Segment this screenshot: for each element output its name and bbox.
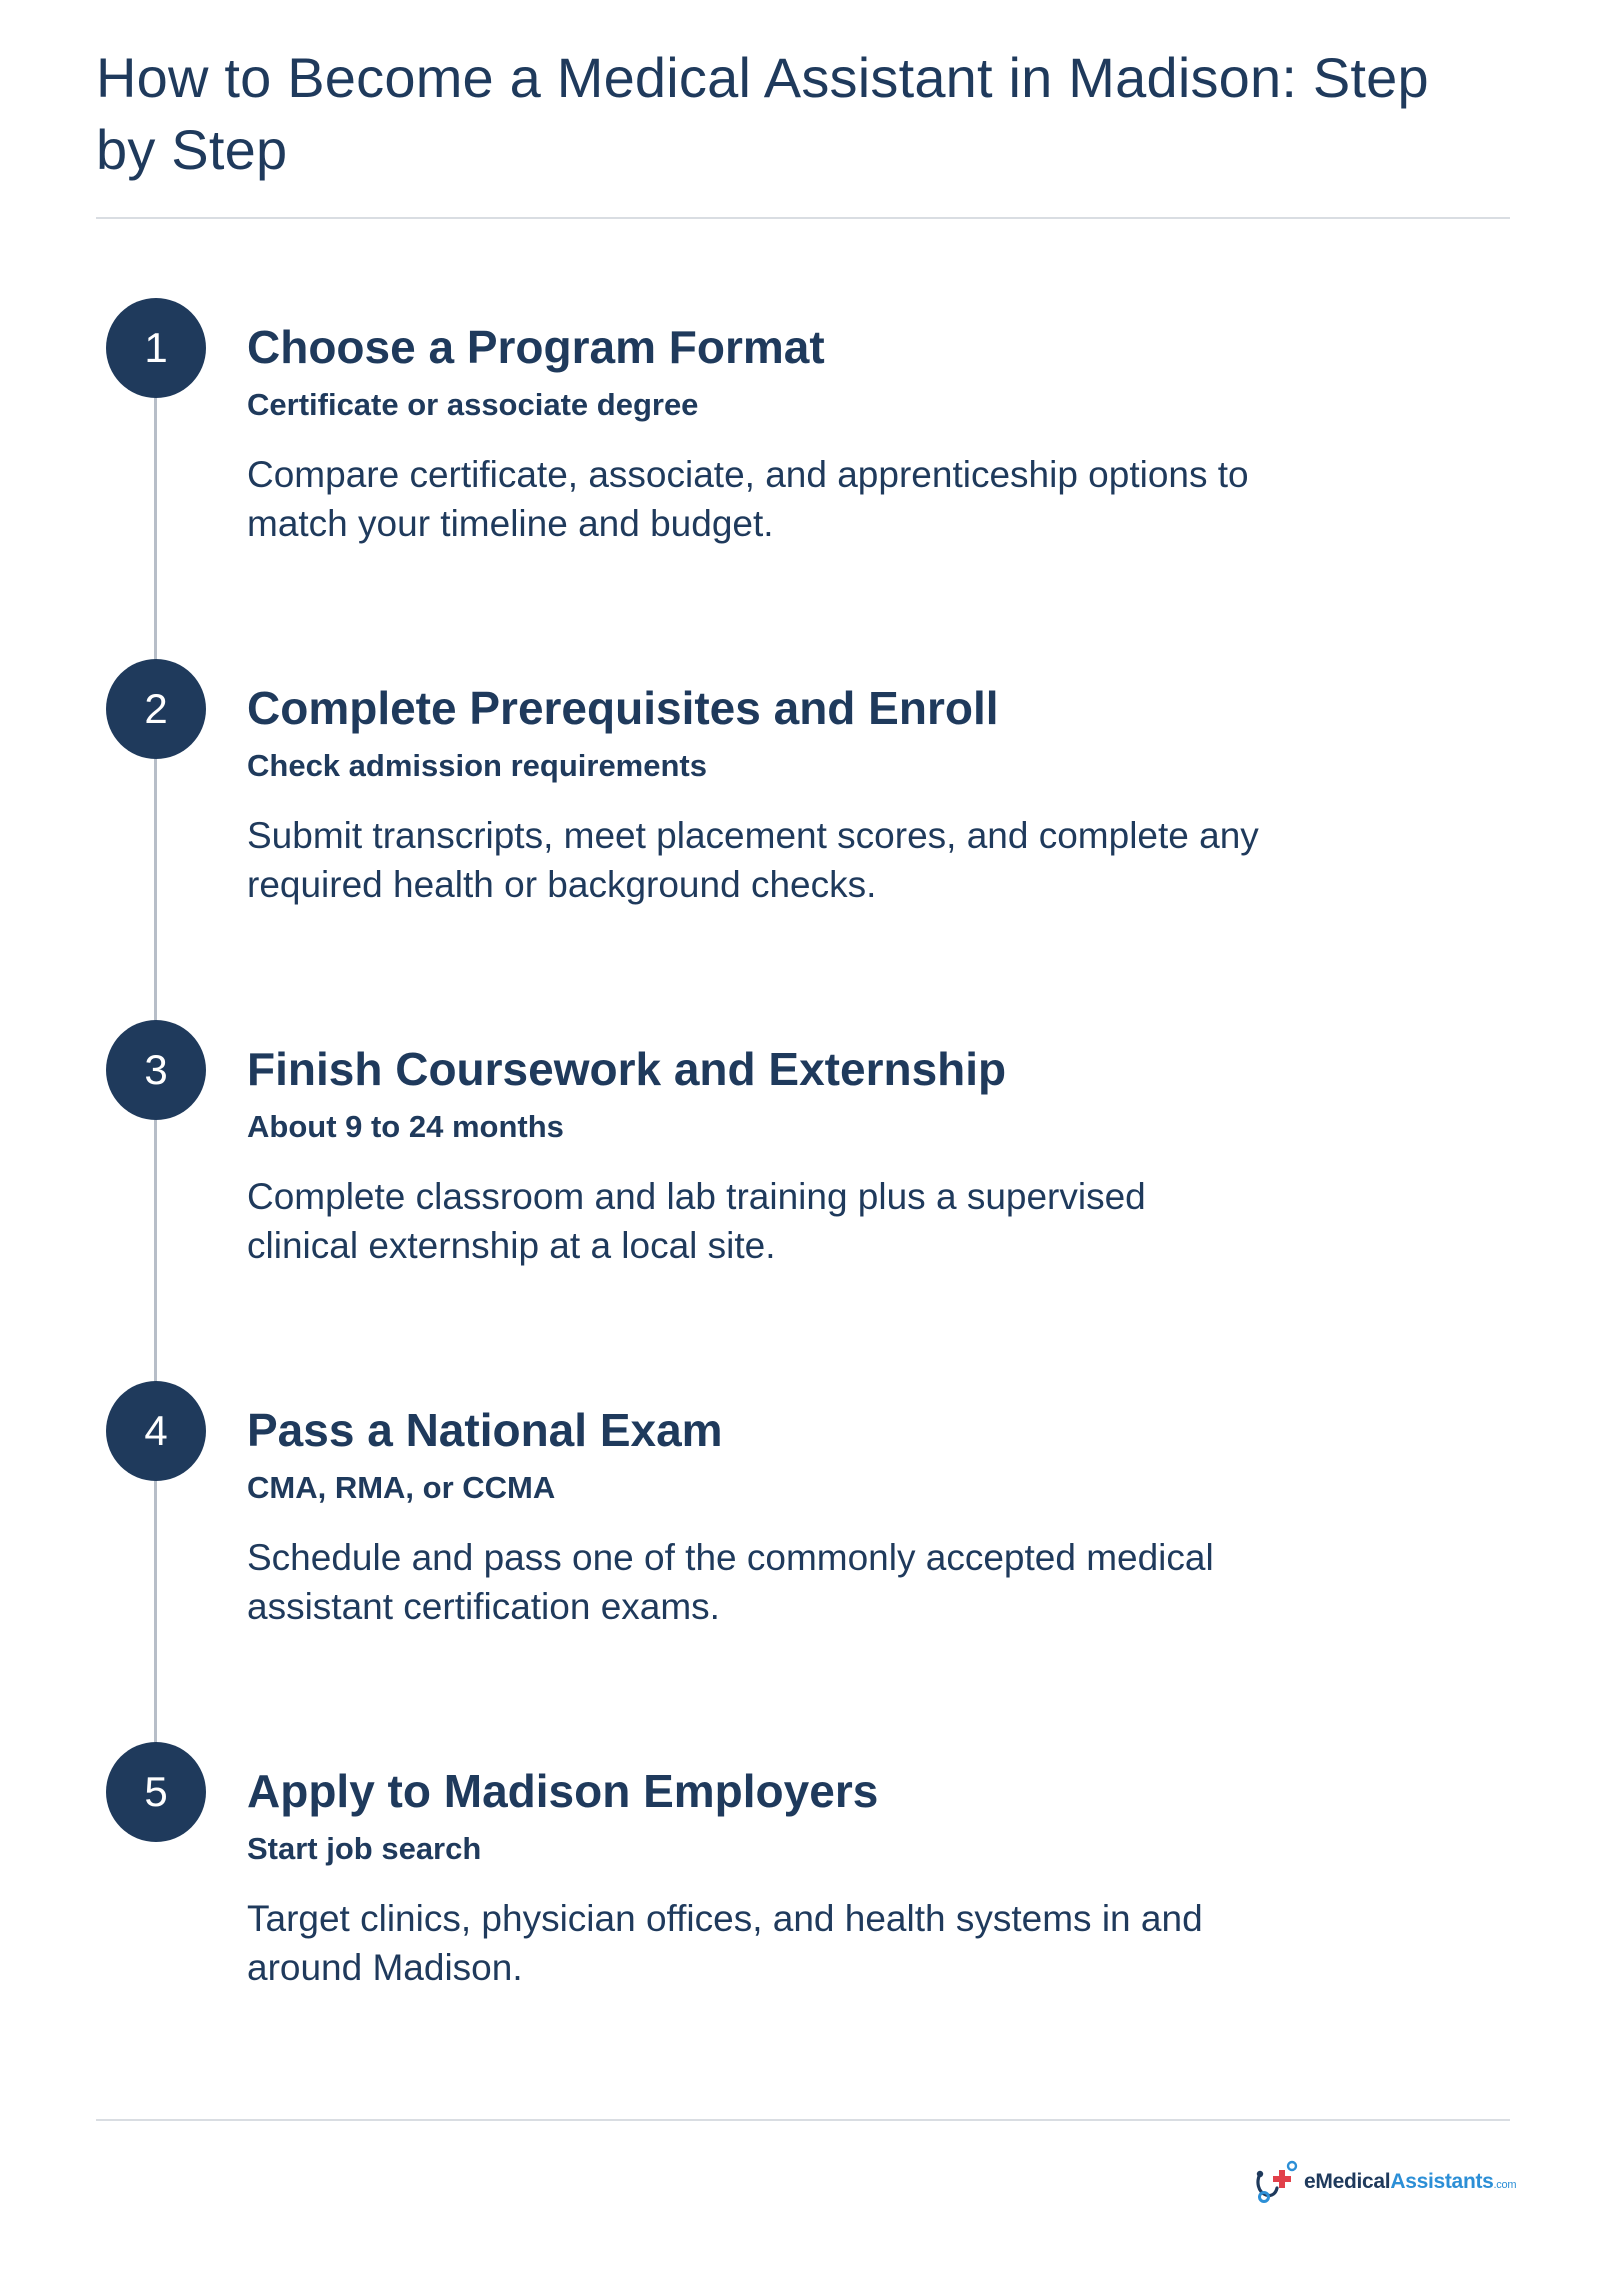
- step-2: [0, 659, 1600, 1019]
- step-title: Complete Prerequisites and Enroll: [247, 682, 999, 734]
- step-title: Pass a National Exam: [247, 1404, 723, 1456]
- step-description: Schedule and pass one of the commonly accepted medical assistant certification exams.: [247, 1537, 1214, 1627]
- step-5: [0, 1742, 1600, 2102]
- step-4: [0, 1381, 1600, 1741]
- step-description: Complete classroom and lab training plus a supervised clinical externship at a local site.: [247, 1176, 1146, 1266]
- step-title: Choose a Program Format: [247, 321, 825, 373]
- step-1: [0, 298, 1600, 658]
- bottom-divider: [96, 2119, 1510, 2121]
- step-title: Apply to Madison Employers: [247, 1765, 879, 1817]
- step-number-badge: 5: [106, 1742, 206, 1842]
- step-subtitle: Certificate or associate degree: [247, 387, 699, 422]
- step-number-badge: 1: [106, 298, 206, 398]
- step-3: [0, 1020, 1600, 1380]
- step-subtitle: CMA, RMA, or CCMA: [247, 1470, 556, 1505]
- step-subtitle: Check admission requirements: [247, 748, 707, 783]
- step-subtitle: Start job search: [247, 1831, 482, 1866]
- stethoscope-cross-icon: [1252, 2160, 1298, 2204]
- step-subtitle: About 9 to 24 months: [247, 1109, 564, 1144]
- step-number-badge: 2: [106, 659, 206, 759]
- brand-logo: [1252, 2160, 1516, 2204]
- page-title: How to Become a Medical Assistant in Madison: Step by Step: [96, 46, 1429, 181]
- step-number-badge: 3: [106, 1020, 206, 1120]
- step-title: Finish Coursework and Externship: [247, 1043, 1007, 1095]
- step-number-badge: 4: [106, 1381, 206, 1481]
- step-description: Target clinics, physician offices, and health systems in and around Madison.: [247, 1898, 1203, 1988]
- step-description: Submit transcripts, meet placement scores, and complete any required health or background checks.: [247, 815, 1259, 905]
- step-description: Compare certificate, associate, and apprenticeship options to match your timeline and budget.: [247, 454, 1249, 544]
- top-divider: [96, 217, 1510, 219]
- brand-logo-text: eMedicalAssistants.com: [1304, 2170, 1517, 2193]
